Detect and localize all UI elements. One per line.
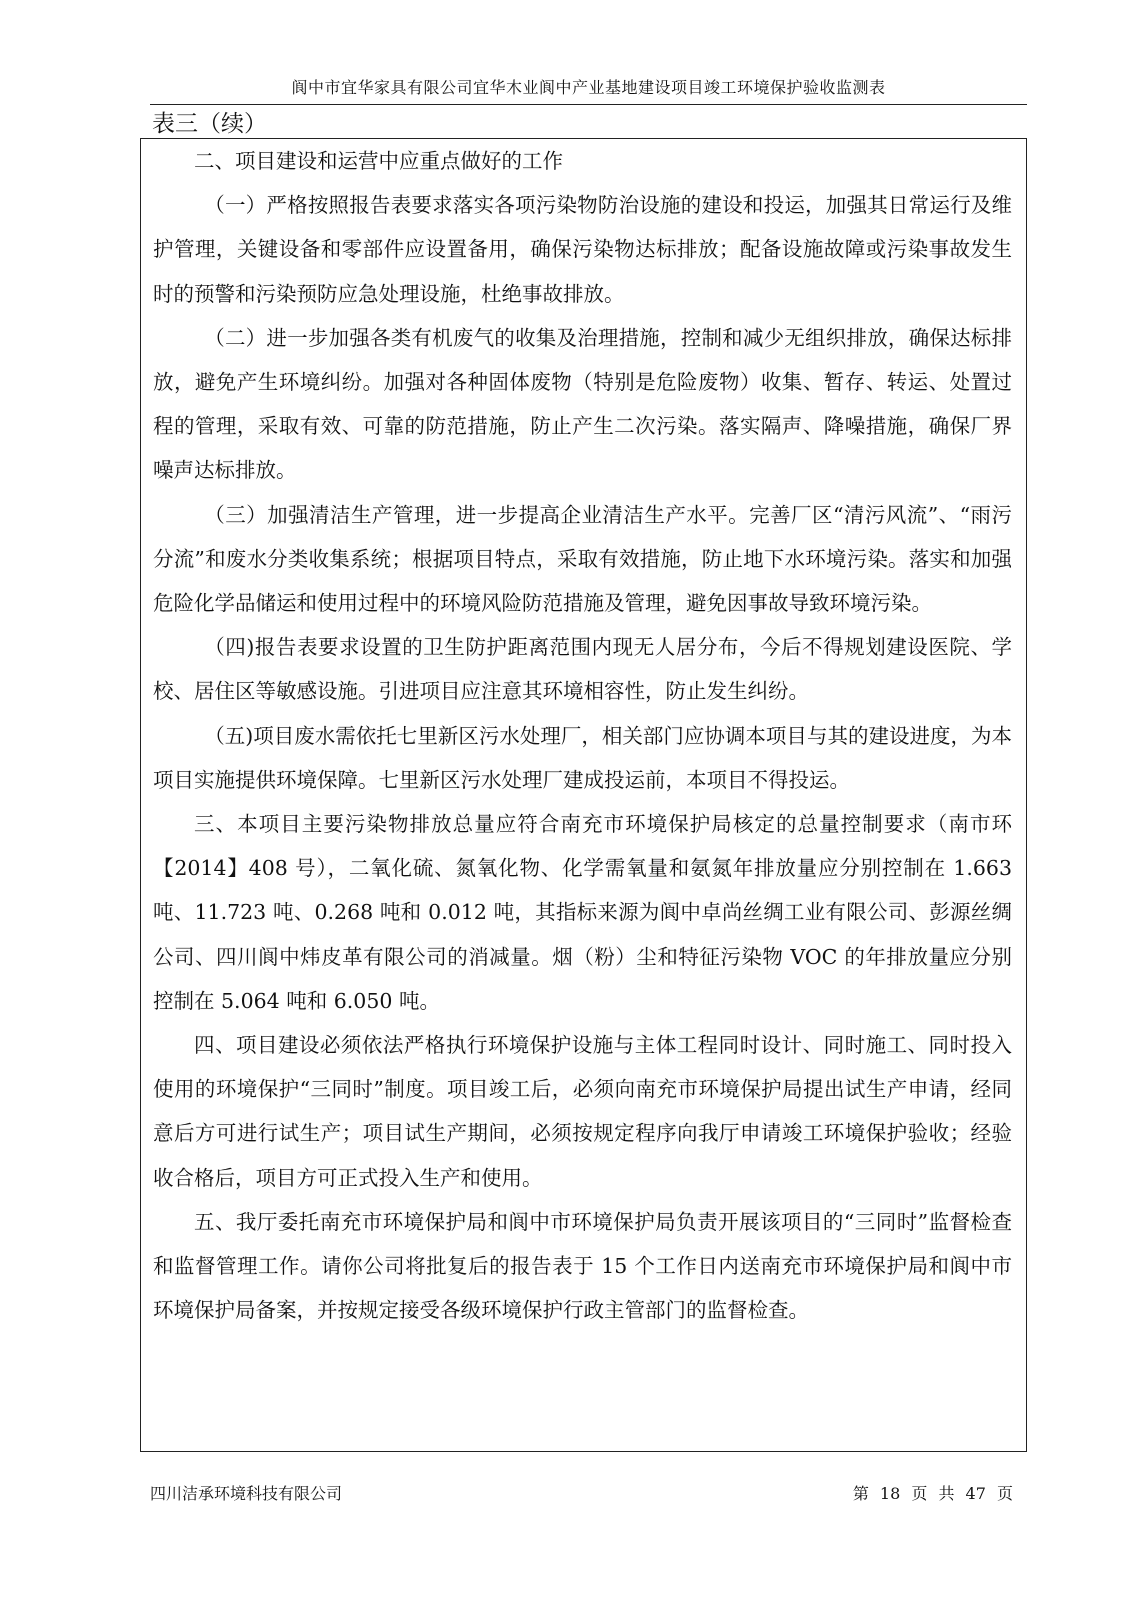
table-caption: 表三（续） bbox=[152, 111, 267, 137]
paragraph-item-5: （五)项目废水需依托七里新区污水处理厂，相关部门应协调本项目与其的建设进度，为本项目实施提供环境保障。七里新区污水处理厂建成投运前，本项目不得投运。 bbox=[153, 723, 1012, 792]
paragraph-section-3: 三、本项目主要污染物排放总量应符合南充市环境保护局核定的总量控制要求（南市环【2014】408 号），二氧化硫、氮氧化物、化学需氧量和氨氮年排放量应分别控制在 1.663 吨、11.723 吨、0.268 吨和 0.012 吨，其指标来源为阆中卓尚丝绸工业有限公司、彭源丝绸公司、四川阆中炜皮革有限公司的消减量。烟（粉）尘和特征污染物 VOC 的年排放量应分别控制在 5.064 吨和 6.050 吨。 bbox=[153, 812, 1012, 1013]
paragraph-item-2: （二）进一步加强各类有机废气的收集及治理措施，控制和减少无组织排放，确保达标排放，避免产生环境纠纷。加强对各种固体废物（特别是危险废物）收集、暂存、转运、处置过程的管理，采取有效、可靠的防范措施，防止产生二次污染。落实隔声、降噪措施，确保厂界噪声达标排放。 bbox=[153, 325, 1012, 483]
page-header-title: 阆中市宜华家具有限公司宜华木业阆中产业基地建设项目竣工环境保护验收监测表 bbox=[291, 78, 886, 97]
paragraph-item-4: （四)报告表要求设置的卫生防护距离范围内现无人居分布，今后不得规划建设医院、学校、居住区等敏感设施。引进项目应注意其环境相容性，防止发生纠纷。 bbox=[153, 635, 1012, 704]
section-heading-2: 二、项目建设和运营中应重点做好的工作 bbox=[194, 149, 563, 173]
content-body bbox=[153, 139, 1012, 1332]
footer-page-number: 第 18 页 共 47 页 bbox=[852, 1484, 1013, 1503]
header-divider bbox=[150, 104, 1027, 105]
paragraph-item-1: （一）严格按照报告表要求落实各项污染物防治设施的建设和投运，加强其日常运行及维护管理，关键设备和零部件应设置备用，确保污染物达标排放；配备设施故障或污染事故发生时的预警和污染预防应急处理设施，杜绝事故排放。 bbox=[153, 193, 1012, 306]
paragraph-section-4: 四、项目建设必须依法严格执行环境保护设施与主体工程同时设计、同时施工、同时投入使用的环境保护“三同时”制度。项目竣工后，必须向南充市环境保护局提出试生产申请，经同意后方可进行试生产；项目试生产期间，必须按规定程序向我厅申请竣工环境保护验收；经验收合格后，项目方可正式投入生产和使用。 bbox=[153, 1033, 1012, 1190]
paragraph-section-5: 五、我厅委托南充市环境保护局和阆中市环境保护局负责开展该项目的“三同时”监督检查和监督管理工作。请你公司将批复后的报告表于 15 个工作日内送南充市环境保护局和阆中市环境保护局备案，并按规定接受各级环境保护行政主管部门的监督检查。 bbox=[153, 1209, 1012, 1323]
content-table-cell bbox=[140, 138, 1027, 1452]
paragraph-item-3: （三）加强清洁生产管理，进一步提高企业清洁生产水平。完善厂区“清污风流”、“雨污分流”和废水分类收集系统；根据项目特点，采取有效措施，防止地下水环境污染。落实和加强危险化学品储运和使用过程中的环境风险防范措施及管理，避免因事故导致环境污染。 bbox=[153, 502, 1012, 616]
footer-company-name: 四川洁承环境科技有限公司 bbox=[150, 1484, 343, 1503]
